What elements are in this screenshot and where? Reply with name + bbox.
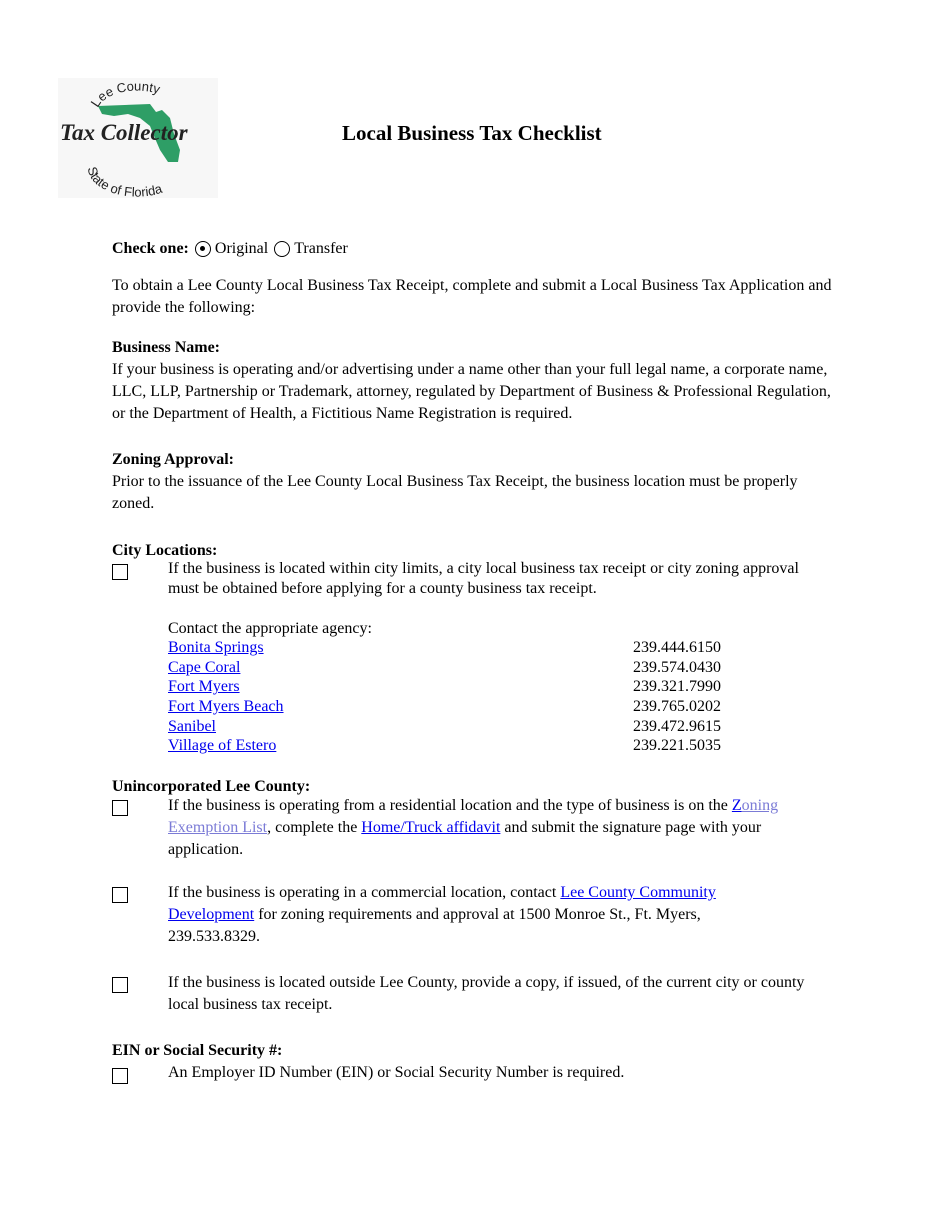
agency-link-bonita-springs[interactable]: Bonita Springs <box>168 639 264 656</box>
agency-phone: 239.472.9615 <box>633 717 721 735</box>
list-item <box>168 736 728 756</box>
agency-link-sanibel[interactable]: Sanibel <box>168 717 216 735</box>
agency-link-village-of-estero[interactable]: Village of Estero <box>168 737 277 755</box>
outside-county-text: If the business is located outside Lee County, provide a copy, if issued, of the current city or county local business tax receipt. <box>168 974 805 1013</box>
agency-link-fort-myers[interactable]: Fort Myers <box>168 678 240 696</box>
zoning-link-part-a: Z <box>731 797 742 814</box>
residential-item-text <box>168 795 833 861</box>
contact-agency-label: Contact the appropriate agency: <box>168 620 372 637</box>
zoning-exemption-link[interactable] <box>732 797 742 814</box>
commercial-item-text <box>168 882 788 948</box>
list-item <box>168 638 728 658</box>
radio-transfer-label: Transfer <box>294 240 348 257</box>
zoning-text: Prior to the issuance of the Lee County Local Business Tax Receipt, the business location must be properly zoned. <box>112 473 798 512</box>
list-item <box>168 658 728 678</box>
residential-text-post: and submit the signature page with your application. <box>168 819 762 858</box>
residential-text-mid: , complete the <box>267 819 362 836</box>
agency-phone: 239.765.0202 <box>633 698 721 716</box>
list-item <box>168 677 728 697</box>
agency-link-fort-myers-beach[interactable]: Fort Myers Beach <box>168 698 284 716</box>
city-checkbox[interactable] <box>112 564 128 580</box>
business-name-heading: Business Name: <box>112 339 221 356</box>
svg-text:State of Florida: State of Florida <box>84 165 164 198</box>
svg-text:Lee County: Lee County <box>87 78 162 110</box>
list-item <box>168 717 728 737</box>
community-development-link[interactable]: Lee County Community Development <box>168 884 716 923</box>
check-one-label: Check one: <box>112 240 189 257</box>
residential-text-pre: If the business is operating from a residential location and the type of business is on the <box>168 797 732 814</box>
ein-heading: EIN or Social Security #: <box>112 1042 283 1059</box>
check-one-group <box>112 238 348 260</box>
unincorporated-heading: Unincorporated Lee County: <box>112 778 311 795</box>
radio-original[interactable] <box>195 241 211 257</box>
page-title: Local Business Tax Checklist <box>342 121 602 145</box>
ein-text: An Employer ID Number (EIN) or Social Security Number is required. <box>168 1064 625 1081</box>
zoning-link-part-c: Exemption List <box>168 819 268 836</box>
agency-phone: 239.321.7990 <box>633 678 721 696</box>
agency-phone: 239.574.0430 <box>633 658 721 676</box>
city-heading: City Locations: <box>112 542 218 559</box>
ein-checkbox[interactable] <box>112 1068 128 1084</box>
agency-phone: 239.221.5035 <box>633 737 721 755</box>
intro-text: To obtain a Lee County Local Business Tax Receipt, complete and submit a Local Business Tax Application and provide the following: <box>112 277 832 316</box>
radio-original-label: Original <box>214 240 269 257</box>
home-truck-affidavit-link[interactable]: Home/Truck affidavit <box>361 819 501 836</box>
list-item <box>168 697 728 717</box>
tax-collector-logo <box>58 78 218 198</box>
agency-link-cape-coral[interactable]: Cape Coral <box>168 658 241 676</box>
zoning-heading: Zoning Approval: <box>112 451 234 468</box>
svg-text:Tax Collector: Tax Collector <box>60 120 188 145</box>
outside-county-checkbox[interactable] <box>112 977 128 993</box>
radio-transfer[interactable] <box>274 241 290 257</box>
residential-checkbox[interactable] <box>112 800 128 816</box>
commercial-text-post: for zoning requirements and approval at 1500 Monroe St., Ft. Myers, 239.533.8329. <box>168 906 701 945</box>
agency-list <box>168 638 728 756</box>
city-item-text: If the business is located within city limits, a city local business tax receipt or city zoning approval must be obtained before applying for a county business tax receipt. <box>168 560 799 597</box>
business-name-text: If your business is operating and/or advertising under a name other than your full legal name, a corporate name, LLC, LLP, Partnership or Trademark, attorney, regulated by Department of Business & Professional Regulation, or the Department of Health, a Fictitious Name Registration is required. <box>112 361 831 422</box>
agency-phone: 239.444.6150 <box>633 639 721 656</box>
commercial-checkbox[interactable] <box>112 887 128 903</box>
commercial-text-pre: If the business is operating in a commercial location, contact <box>168 884 561 901</box>
zoning-link-part-b: oning <box>741 797 779 814</box>
